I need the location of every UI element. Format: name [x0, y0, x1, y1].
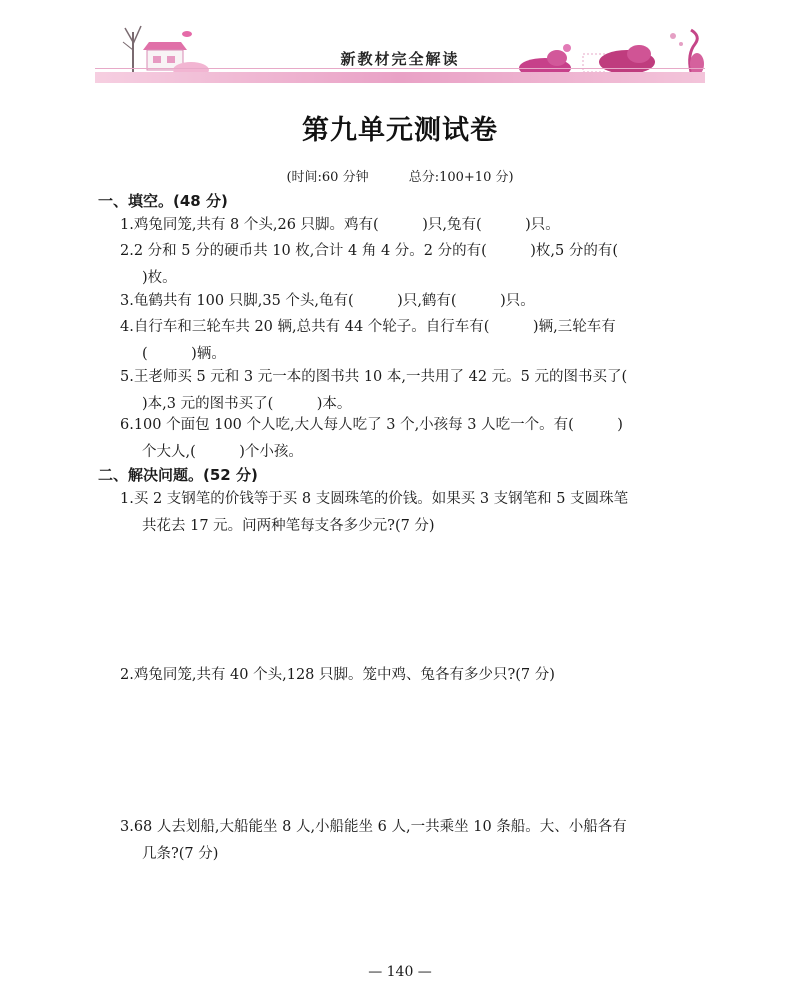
fill-question — [120, 364, 710, 418]
question-line: 1.鸡兔同笼,共有 8 个头,26 只脚。鸡有( )只,兔有( )只。 — [120, 217, 560, 233]
word-problem — [120, 662, 710, 689]
total-score: 总分:100+10 分) — [408, 170, 514, 185]
question-line: 2.2 分和 5 分的硬币共 10 枚,合计 4 角 4 分。2 分的有( )枚,5 分的有( — [120, 243, 619, 259]
section2-heading: 二、解决问题。(52 分) — [98, 466, 258, 484]
banner-stripe — [95, 72, 705, 83]
question-line: 4.自行车和三轮车共 20 辆,总共有 44 个轮子。自行车有( )辆,三轮车有 — [120, 319, 616, 335]
question-line-cont: 共花去 17 元。问两种笔每支各多少元?(7 分) — [142, 518, 435, 534]
fill-question — [120, 238, 710, 292]
fill-question — [120, 212, 710, 239]
page-title: 第九单元测试卷 — [302, 115, 498, 146]
question-line-cont: 个大人,( )个小孩。 — [142, 444, 303, 460]
question-line: 2.鸡兔同笼,共有 40 个头,128 只脚。笼中鸡、兔各有多少只?(7 分) — [120, 667, 555, 683]
question-line: 6.100 个面包 100 个人吃,大人每人吃了 3 个,小孩每 3 人吃一个。有( ) — [120, 417, 623, 433]
fill-question — [120, 314, 710, 368]
question-line-cont: 几条?(7 分) — [142, 846, 219, 862]
section1-heading: 一、填空。(48 分) — [98, 192, 228, 210]
question-line-cont: )枚。 — [142, 270, 177, 286]
question-line: 3.68 人去划船,大船能坐 8 人,小船能坐 6 人,一共乘坐 10 条船。大、小船各有 — [120, 819, 627, 835]
time-limit: (时间:60 分钟 — [286, 170, 369, 185]
question-line: 5.王老师买 5 元和 3 元一本的图书共 10 本,一共用了 42 元。5 元的图书买了( — [120, 369, 628, 385]
word-problem — [120, 486, 710, 540]
page-number: — 140 — — [368, 964, 432, 980]
fill-question — [120, 288, 710, 315]
word-problem — [120, 814, 710, 868]
question-line: 3.龟鹤共有 100 只脚,35 个头,龟有( )只,鹤有( )只。 — [120, 293, 535, 309]
fill-question — [120, 412, 710, 466]
book-title: 新教材完全解读 — [340, 50, 460, 68]
question-line-cont: )本,3 元的图书买了( )本。 — [142, 396, 352, 412]
question-line-cont: ( )辆。 — [142, 346, 226, 362]
exam-meta — [0, 166, 800, 185]
question-line: 1.买 2 支钢笔的价钱等于买 8 支圆珠笔的价钱。如果买 3 支钢笔和 5 支圆珠笔 — [120, 491, 629, 507]
header-banner — [95, 14, 705, 84]
